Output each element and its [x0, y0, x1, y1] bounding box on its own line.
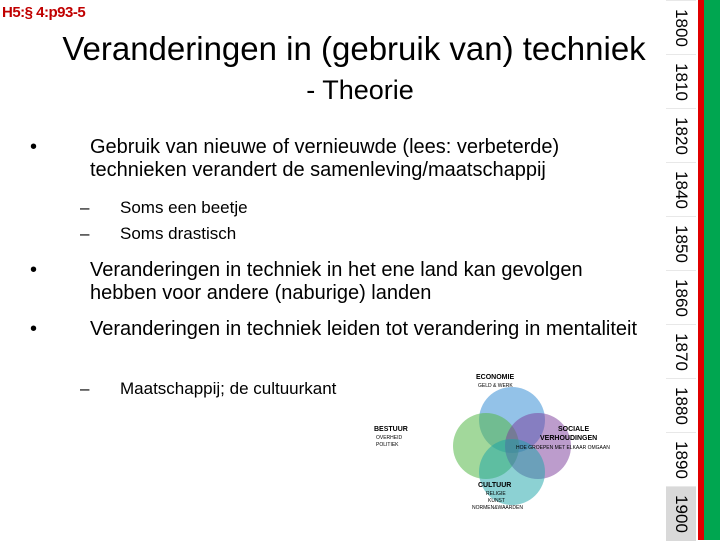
sociale-sublabel: HOE GROEPEN MET ELKAAR OMGAAN	[516, 445, 610, 451]
bullet-marker: •	[30, 136, 38, 158]
sociale-label: SOCIALE	[558, 426, 590, 433]
sub-bullet-marker: –	[80, 224, 90, 243]
bullet-text: Veranderingen in techniek in het ene land kan gevolgen hebben voor andere (naburige) landen	[90, 259, 583, 304]
society-diagram	[372, 370, 642, 540]
bestuur-label: BESTUUR	[374, 426, 408, 433]
timeline-year: 1840	[672, 171, 691, 209]
timeline-year: 1860	[672, 279, 691, 317]
timeline-segment	[666, 378, 696, 433]
sub-bullet-text: Maatschappij; de cultuurkant	[120, 379, 337, 398]
section-reference: H5:§ 4:p93-5	[2, 4, 86, 21]
timeline-segment	[666, 324, 696, 379]
bullet-marker: •	[30, 318, 38, 340]
bullet-text: Veranderingen in techniek leiden tot verandering in mentaliteit	[90, 318, 638, 340]
society-diagram-graphic	[372, 370, 642, 540]
timeline-year: 1850	[672, 225, 691, 263]
timeline-segment	[666, 432, 696, 487]
sociale-label: VERHOUDINGEN	[540, 435, 598, 442]
slide-title: Veranderingen in (gebruik van) techniek	[62, 30, 646, 67]
cultuur-sublabel: RELIGIE	[486, 491, 506, 497]
decorative-red-bar	[698, 0, 704, 540]
timeline-segment	[666, 108, 696, 163]
timeline-segment	[666, 162, 696, 217]
timeline	[666, 0, 696, 540]
timeline-segment	[666, 0, 696, 55]
timeline-segment-active	[666, 486, 696, 541]
timeline-segment	[666, 54, 696, 109]
timeline-segment	[666, 270, 696, 325]
timeline-year: 1810	[672, 63, 691, 101]
slide-subtitle: - Theorie	[306, 75, 414, 105]
economie-sublabel: GELD & WERK	[478, 383, 513, 389]
cultuur-label: CULTUUR	[478, 482, 512, 489]
timeline-year: 1890	[672, 441, 691, 479]
bullet-text: Gebruik van nieuwe of vernieuwde (lees: verbeterde) technieken verandert de samenleving/maatschappij	[90, 136, 560, 181]
timeline-year: 1880	[672, 387, 691, 425]
sub-bullet-text: Soms drastisch	[120, 224, 237, 243]
cultuur-sublabel: NORMEN&WAARDEN	[472, 505, 523, 511]
sub-bullet-marker: –	[80, 198, 90, 217]
decorative-green-bar	[702, 0, 720, 540]
sub-bullet-text: Soms een beetje	[120, 198, 248, 217]
timeline-year: 1870	[672, 333, 691, 371]
bullet-marker: •	[30, 259, 38, 281]
sub-bullet-marker: –	[80, 379, 90, 398]
bestuur-sublabel: OVERHEID	[376, 435, 403, 441]
timeline-year: 1820	[672, 117, 691, 155]
bestuur-sublabel: POLITIEK	[376, 442, 399, 448]
timeline-year: 1800	[672, 9, 691, 47]
cultuur-sublabel: KUNST	[488, 498, 505, 504]
timeline-segment	[666, 216, 696, 271]
timeline-year: 1900	[672, 495, 691, 533]
economie-label: ECONOMIE	[476, 374, 515, 381]
